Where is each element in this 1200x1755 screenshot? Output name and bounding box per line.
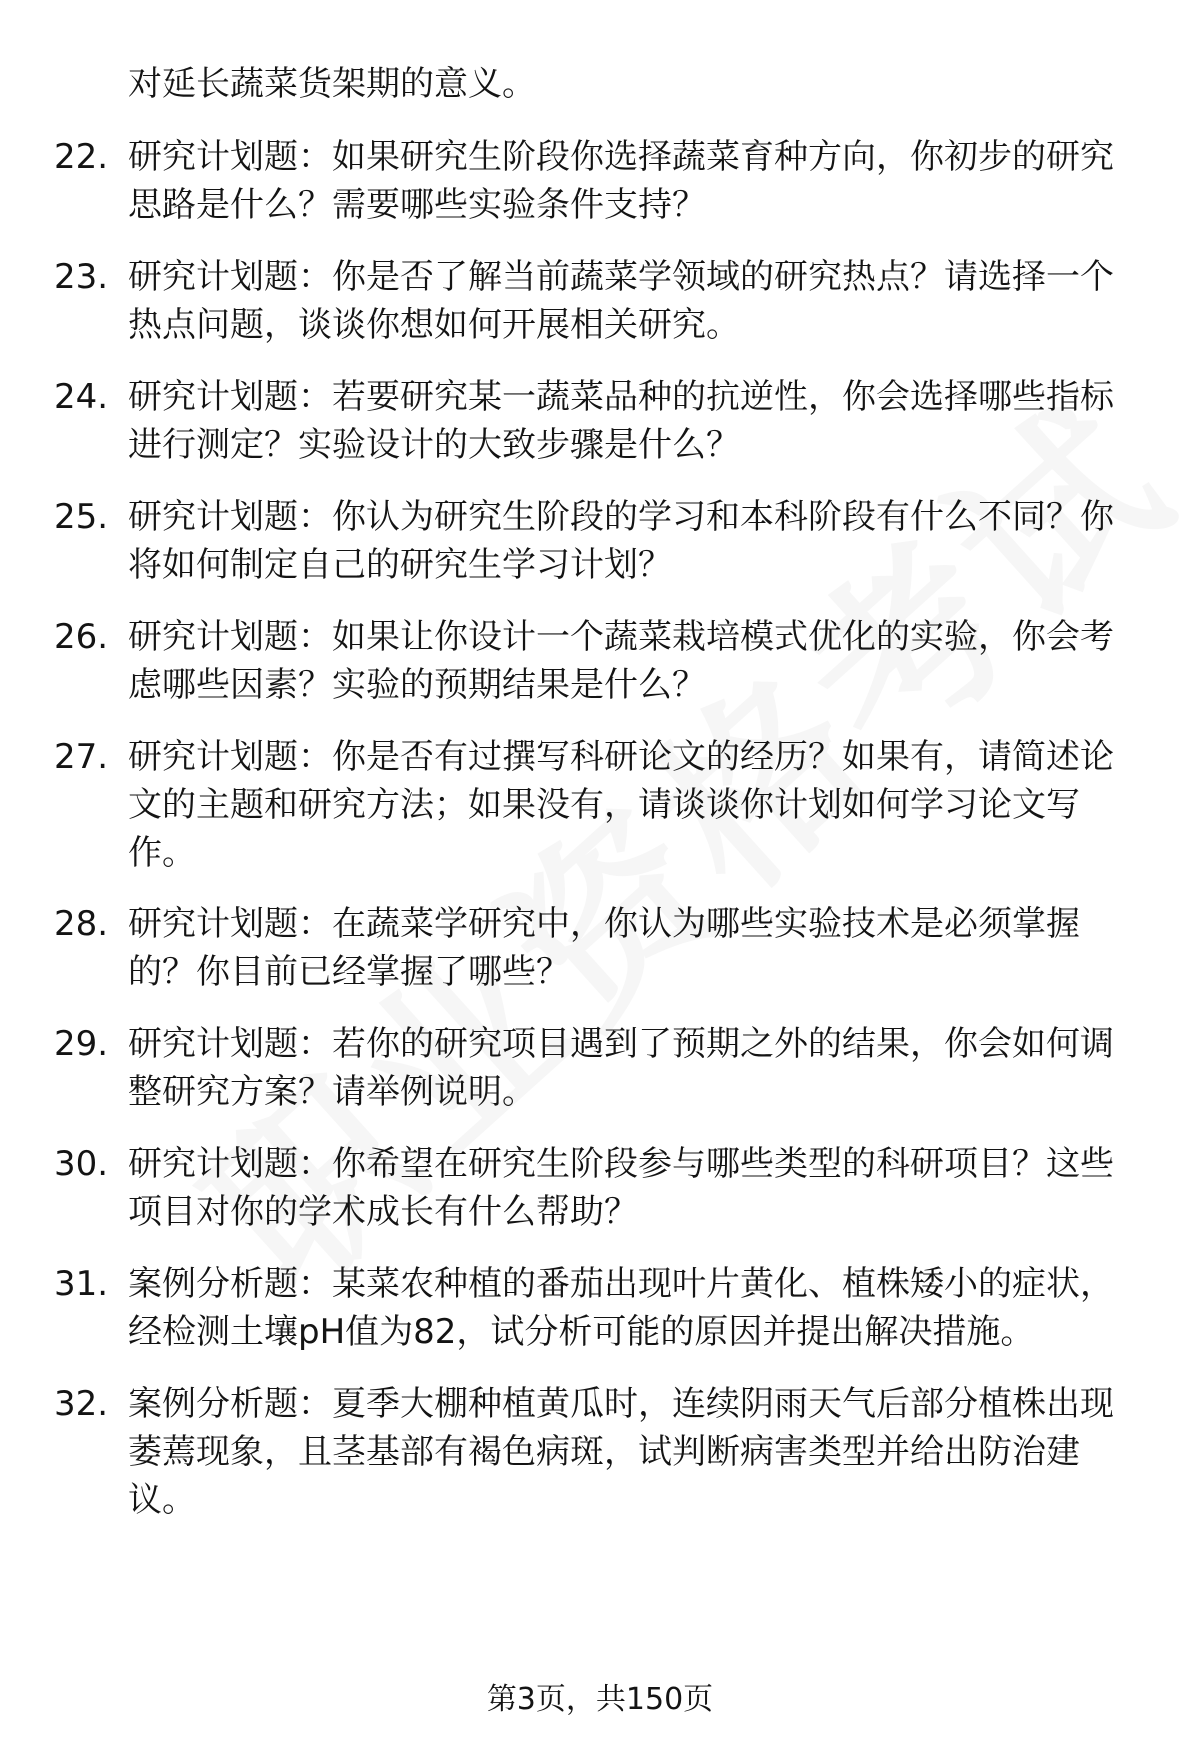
question-text: 研究计划题：若你的研究项目遇到了预期之外的结果，你会如何调整研究方案？请举例说明。 [128, 1024, 1114, 1112]
question-text: 研究计划题：若要研究某一蔬菜品种的抗逆性，你会选择哪些指标进行测定？实验设计的大致步骤是什么？ [128, 377, 1114, 465]
question-text: 研究计划题：在蔬菜学研究中，你认为哪些实验技术是必须掌握的？你目前已经掌握了哪些？ [128, 904, 1080, 992]
question-number: 27. [54, 737, 109, 777]
question-text: 案例分析题：某菜农种植的番茄出现叶片黄化、植株矮小的症状，经检测土壤pH值为82，试分析可能的原因并提出解决措施。 [128, 1264, 1114, 1352]
page-number: 第3页，共150页 [486, 1682, 714, 1717]
question-number: 26. [54, 617, 109, 657]
question-text: 研究计划题：你是否了解当前蔬菜学领域的研究热点？请选择一个热点问题，谈谈你想如何开展相关研究。 [128, 257, 1114, 345]
question-text: 案例分析题：夏季大棚种植黄瓜时，连续阴雨天气后部分植株出现萎蔫现象，且茎基部有褐色病斑，试判断病害类型并给出防治建议。 [128, 1384, 1114, 1520]
question-text: 研究计划题：你是否有过撰写科研论文的经历？如果有，请简述论文的主题和研究方法；如果没有，请谈谈你计划如何学习论文写作。 [128, 737, 1114, 873]
question-text: 研究计划题：你认为研究生阶段的学习和本科阶段有什么不同？你将如何制定自己的研究生学习计划？ [128, 497, 1114, 585]
question-number: 32. [54, 1384, 109, 1424]
question-number: 31. [54, 1264, 109, 1304]
question-text: 研究计划题：如果让你设计一个蔬菜栽培模式优化的实验，你会考虑哪些因素？实验的预期结果是什么？ [128, 617, 1114, 705]
question-number: 23. [54, 257, 109, 297]
continued-text: 对延长蔬菜货架期的意义。 [128, 64, 536, 104]
question-number: 22. [54, 137, 109, 177]
question-number: 24. [54, 377, 109, 417]
question-text: 研究计划题：你希望在研究生阶段参与哪些类型的科研项目？这些项目对你的学术成长有什么帮助？ [128, 1144, 1114, 1232]
question-text: 研究计划题：如果研究生阶段你选择蔬菜育种方向，你初步的研究思路是什么？需要哪些实验条件支持？ [128, 137, 1114, 225]
question-number: 30. [54, 1144, 109, 1184]
question-number: 25. [54, 497, 109, 537]
question-number: 28. [54, 904, 109, 944]
question-number: 29. [54, 1024, 109, 1064]
